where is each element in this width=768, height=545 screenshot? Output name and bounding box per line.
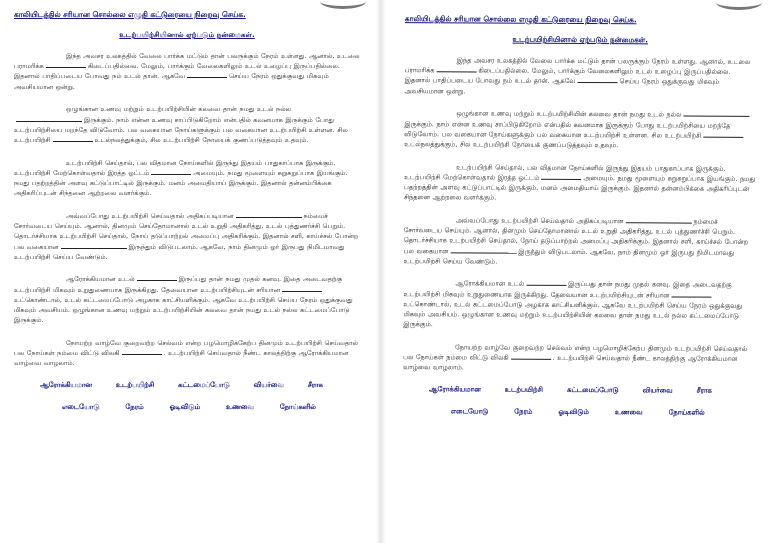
essay-paragraph (404, 215, 755, 268)
paragraph-text: நோயற்ற வாழ்வே குறைவற்ற செல்வம் என்ற பழமொழிக்கேற்ப தினமும் உடற்பயிற்சி செய்வதால் பல நோய்கள் நம்மை விட்டு விலகி (403, 343, 748, 362)
paragraph-text: . உடற்பயிற்சி செய்வதால் நீண்ட காலத்திற்கு ஆரோக்கியமான வாழ்வை வாழலாம். (14, 349, 349, 368)
essay-paragraph (404, 55, 755, 98)
answer-blank[interactable] (450, 246, 516, 253)
essay-paragraph (404, 108, 755, 151)
essay-paragraph (404, 162, 755, 205)
word-bank-item: உடற்பயிற்சி (115, 381, 155, 390)
word-bank-item: நேரம் (514, 407, 533, 416)
paragraph-text: ஒழுங்கான உணவு மற்றும் உடற்பயிற்சியின் கலவை தான் நமது உடல் நல்ல (456, 109, 682, 119)
paragraph-text: இந்த அவசர உலகத்தில் வேலை பார்க்க மட்டும் தான் பலருக்கும் நேரம் உள்ளது. ஆனால், உடலை பராமரிக்க (404, 56, 751, 75)
answer-blank[interactable] (137, 274, 177, 281)
paragraph-text: . உடற்பயிற்சி செய்வதால் நீண்ட காலத்திற்கு ஆரோக்கியமான வாழ்வை வாழலாம். (403, 354, 738, 372)
paragraph-text: உடற்பயிற்சி செய்தால், பல விதமான நோய்களில் இருந்து இதயம் பாதுகாப்பாக இருக்கும். உடற்பயிற்சி மேற்கொள்வதால் இரத்த ஓட்டம் (14, 158, 336, 177)
worksheet-left (0, 0, 372, 543)
word-bank-item: ஆரோக்கியமான (40, 381, 92, 390)
word-bank-item: நோய்களில் (279, 403, 316, 412)
paragraph-text: செய்ய நேரம் ஒதுக்குவது மிகவும் அவசியமான ஒன்று. (14, 72, 329, 91)
paragraph-text: நோயற்ற வாழ்வே குறைவற்ற செல்வம் என்ற பழமொழிக்கேற்ப தினமும் உடற்பயிற்சி செய்வதால் பல நோய்கள் நம்மை விட்டு விலகி (14, 338, 358, 358)
word-bank-item: எடையோடு (62, 403, 100, 412)
paragraph-text: உடல்நலத்துக்கும், சில உடற்பயிற்சி நோயைக் குணப்படுத்தவும் உதவும். (404, 139, 619, 150)
word-bank-item: நோய்களில் (668, 408, 705, 417)
essay-body (403, 55, 756, 374)
answer-blank[interactable] (187, 71, 227, 78)
paragraph-text: கிடைப்பதில்லை. மேலும், பார்க்கும் வேலைகளிலும் உடல் உழைப்பு இருப்பதில்லை. இதனால் பாதிப்படைய போவது நம் உடல் தான். ஆகவே (404, 66, 731, 86)
answer-blank[interactable] (16, 115, 82, 122)
essay-body (14, 51, 360, 369)
word-bank-item: வியர்வை (253, 381, 284, 390)
paragraph-text: அமையும். நமது மூளையும் சுறுசுறுப்பாக இயங்கும். நமது பதற்றத்தின் அளவு கட்டுப்பாட்டில் இருக்கும். மனம் அமைதியாய் இருக்கும். இதனால் தன்னம்பிக்கை அதிகரிப்புடன் சிந்தனை ஆற்றலை வளர்க்கும். (14, 168, 348, 198)
essay-paragraph (14, 104, 360, 145)
word-bank-item: சீராக (307, 381, 323, 390)
page-gutter (376, 0, 386, 543)
essay-title: உடற்பயிற்சியினால் ஏற்படும் நன்மைகள். (512, 34, 649, 45)
word-bank-row-2 (403, 407, 754, 418)
paragraph-text: இருக்கும். நாம் என்ன உணவு சாப்பிடுகிறோம் என்பதில் கவனமாக இருக்கும் போது உடற்பயிற்சியை மறந்தே விடுவோம். பல வகையான நோய்களுக்கும் பல வகையான உடற்பயிற்சி உள்ளன. சில உடற்பயிற்சி (404, 119, 731, 140)
answer-blank[interactable] (282, 285, 322, 292)
word-bank-item: கட்டமைப்போடு (178, 381, 230, 390)
essay-title: உடற்பயிற்சியினால் ஏற்படும் நன்மைகள். (119, 30, 255, 39)
word-bank-row-2 (14, 403, 360, 412)
answer-blank[interactable] (436, 65, 476, 72)
answer-blank[interactable] (703, 130, 743, 137)
essay-paragraph (403, 342, 754, 374)
word-bank-item: வியர்வை (642, 386, 673, 395)
essay-paragraph (14, 51, 360, 92)
essay-paragraph (403, 279, 754, 332)
answer-blank[interactable] (236, 211, 302, 218)
paragraph-text: நம்மைச் சோர்வடைய செய்யும். ஆனால், தினமும் செய்தோமானால் உடல் உறுதி அதிகரித்து, உடல் புத்துணர்ச்சி பெறும். தொடர்ச்சியாக உடற்பயிற்சி செய்தால், நோய் தடுப்பாற்றல் அமைப்பு அதிகரிக்கும். இதனால் சளி, காய்ச்சல் போன்ற பல வகையான (14, 211, 359, 251)
paragraph-text: உட்கொண்டால், உடல் கட்டமைப்போடு அழகாக காட்சியளிக்கும். ஆகவே உடற்பயிற்சி செய்ய நேரம் ஒதுக்குவது மிகவும் அவசியம். ஒழுங்கான உணவு மற்றும் உடற்பயிற்சியின் கலவை தான் நமது உடல் நல்ல கட்டமைப்போடு இருக்கும். (14, 295, 353, 325)
instruction: காலியிடத்தில் சரியான சொல்லை எழுதி கட்டுரையை நிறைவு செய்க. (404, 14, 637, 25)
essay-paragraph (14, 338, 360, 369)
paragraph-text: இருப்பது தான் நமது முதல் கனவு. இதை அடைவதற்கு உடற்பயிற்சி மிகவும் உறுதுணையாக இருக்கிறது. தேவையான உடற்பயிற்சியுடன் சரியான (14, 275, 343, 294)
answer-blank[interactable] (625, 216, 691, 223)
word-bank-row-1 (14, 381, 360, 390)
answer-blank[interactable] (526, 279, 566, 286)
word-bank (14, 381, 360, 412)
word-bank-item: ஆரோக்கியமான (428, 385, 481, 394)
paragraph-text: ஆரோக்கியமான உடல் (66, 275, 135, 284)
paragraph-text: உட்கொண்டால், உடல் கட்டமைப்போடு அழகாக காட்சியளிக்கும். ஆகவே உடற்பயிற்சி செய்ய நேரம் ஒதுக்குவது மிகவும் அவசியம். ஒழுங்கான உணவு மற்றும் உடற்பயிற்சியின் கலவை தான் நமது உடல் நல்ல கட்டமைப்போடு இருக்கும். (403, 299, 743, 329)
word-bank-item: நேரம் (125, 403, 144, 412)
word-bank-item: ஓடிவிடும் (558, 407, 589, 417)
answer-blank[interactable] (511, 353, 551, 360)
paragraph-text: இருந்தும் விடுபடலாம். ஆகவே, நாம் தினமும் ஓர் இருபது நிமிடமாவது உடற்பயிற்சி செய்ய வேண்டும். (403, 247, 735, 266)
word-bank-item: கட்டமைப்போடு (566, 386, 619, 395)
paragraph-text: ஆரோக்கியமான உடல் (455, 279, 525, 289)
paragraph-text: உடல்நலத்துக்கும், சில உடற்பயிற்சி நோயைக் குணப்படுத்தவும் உதவும். (94, 135, 309, 144)
essay-paragraph (14, 158, 360, 199)
paragraph-text: அவ்வப்போது உடற்பயிற்சி செய்வதால் அதிகப்படியான (66, 211, 234, 220)
paragraph-text: செய்ய நேரம் ஒதுக்குவது மிகவும் அவசியமான ஒன்று. (404, 77, 720, 96)
answer-blank[interactable] (671, 290, 711, 297)
word-bank-item: ஓடிவிடும் (169, 403, 200, 412)
answer-blank[interactable] (151, 168, 191, 175)
word-bank-item: உடற்பயிற்சி (504, 385, 544, 394)
paragraph-text: நம்மைச் சோர்வடைய செய்யும். ஆனால், தினமும் செய்தோமானால் உடல் உறுதி அதிகரித்து, உடல் புத்துணர்ச்சி பெறும். தொடர்ச்சியாக உடற்பயிற்சி செய்தால், நோய் தடுப்பாற்றல் அமைப்பு அதிகரிக்கும். இதனால் சளி, காய்ச்சல் போன்ற பல வகையான (403, 217, 749, 255)
word-bank-item: உணவை (614, 408, 643, 417)
answer-blank[interactable] (578, 76, 618, 83)
essay-paragraph (14, 274, 360, 325)
word-bank-item: எடையோடு (450, 407, 489, 416)
answer-blank[interactable] (541, 173, 581, 180)
paragraph-text: அவ்வப்போது உடற்பயிற்சி செய்வதால் அதிகப்படியான (455, 216, 624, 226)
paragraph-text: இருந்தும் விடுபடலாம். ஆகவே, நாம் தினமும் ஓர் இருபது நிமிடமாவது உடற்பயிற்சி செய்ய வேண்டும். (14, 242, 345, 261)
essay-paragraph (14, 211, 360, 262)
paragraph-text: அமையும். நமது மூளையும் சுறுசுறுப்பாக இயங்கும். நமது பதற்றத்தின் அளவு கட்டுப்பாட்டில் இருக்கும். மனம் அமைதியாய் இருக்கும். இதனால் தன்னம்பிக்கை அதிகரிப்புடன் சிந்தனை ஆற்றலை வளர்க்கும். (403, 173, 756, 202)
word-bank-item: சீராக (696, 386, 712, 395)
answer-blank[interactable] (61, 242, 127, 249)
paragraph-text: இந்த அவசர உலகத்தில் வேலை பார்க்க மட்டும் தான் பலருக்கும் நேரம் உள்ளது. ஆனால், உடலை பராமரிக்க (14, 52, 360, 71)
answer-blank[interactable] (683, 110, 749, 117)
word-bank-row-1 (403, 385, 754, 396)
paragraph-text: உடற்பயிற்சி செய்தால், பல விதமான நோய்களில் இருந்து இதயம் பாதுகாப்பாக இருக்கும். உடற்பயிற்சி மேற்கொள்வதால் இரத்த ஓட்டம் (404, 162, 726, 182)
instruction: காலியிடத்தில் சரியான சொல்லை எழுதி கட்டுரையை நிறைவு செய்க. (14, 10, 246, 19)
word-bank (403, 385, 754, 418)
answer-blank[interactable] (53, 135, 93, 142)
paragraph-text: இருப்பது தான் நமது முதல் கனவு. இதை அடைவதற்கு உடற்பயிற்சி மிகவும் உறுதுணையாக இருக்கிறது. தேவையான உடற்பயிற்சியுடன் சரியான (403, 280, 732, 300)
paragraph-text: ஒழுங்கான உணவு மற்றும் உடற்பயிற்சியின் கலவை தான் நமது உடல் நல்ல (66, 105, 291, 114)
paragraph-text: இருக்கும். நாம் என்ன உணவு சாப்பிடுகிறோம் என்பதில் கவனமாக இருக்கும் போது உடற்பயிற்சியை மறந்தே விடுவோம். பல வகையான நோய்களுக்கும் பல வகையான உடற்பயிற்சி உள்ளன. சில உடற்பயிற்சி (14, 115, 348, 144)
word-bank-item: உணவை (225, 403, 254, 412)
paragraph-text: கிடைப்பதில்லை. மேலும், பார்க்கும் வேலைகளிலும் உடல் உழைப்பு இருப்பதில்லை. இதனால் பாதிப்படைய போவது நம் உடல் தான். ஆகவே (14, 62, 340, 81)
answer-blank[interactable] (46, 61, 86, 68)
worksheet-right (388, 0, 768, 545)
answer-blank[interactable] (122, 348, 162, 355)
